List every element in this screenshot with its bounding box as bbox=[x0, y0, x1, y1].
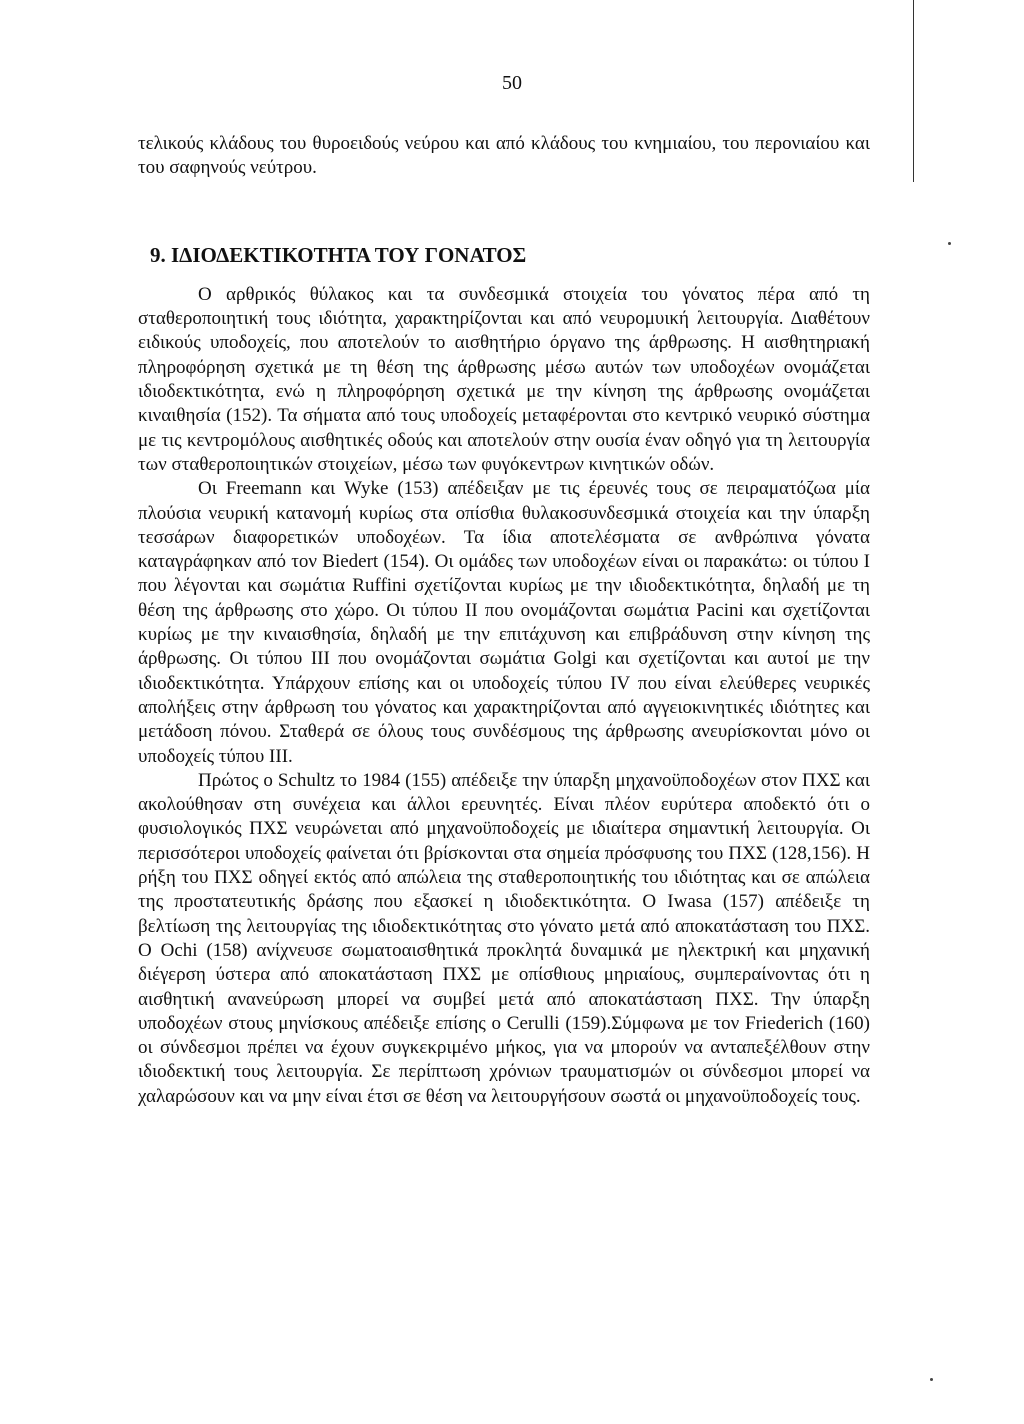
paragraph: Πρώτος ο Schultz το 1984 (155) απέδειξε την ύπαρξη μηχανοϋποδοχέων στον ΠΧΣ και ακολούθησαν στη συνέχεια και άλλοι ερευνητές. Είναι πλέον ευρύτερα αποδεκτό ότι ο φυσιολογικός ΠΧΣ νευρώνεται από μηχανοϋποδοχείς με ιδιαίτερα σημαντική λειτουργία. Οι περισσότεροι υποδοχείς φαίνεται ότι βρίσκονται στα σημεία πρόσφυσης του ΠΧΣ (128,156). Η ρήξη του ΠΧΣ οδηγεί εκτός από απώλεια της σταθεροποιητικής του ιδιότητας και σε απώλεια της προστατευτικής δράσης που εξασκεί η ιδιοδεκτικότητα. Ο Iwasa (157) απέδειξε τη βελτίωση της λειτουργίας της ιδιοδεκτικότητας στο γόνατο μετά από αποκατάσταση του ΠΧΣ. Ο Ochi (158) ανίχνευσε σωματοαισθητικά προκλητά δυναμικά με ηλεκτρική και μηχανική διέγερση ύστερα από αποκατάσταση ΠΧΣ με οπίσθιους μηριαίους, συμπεραίνοντας ότι η αισθητική ανανεύρωση μπορεί να συμβεί μετά από αποκατάσταση ΠΧΣ. Την ύπαρξη υποδοχέων στους μηνίσκους απέδειξε επίσης ο Cerulli (159).Σύμφωνα με τον Friederich (160) οι σύνδεσμοι πρέπει να έχουν συγκεκριμένο μήκος, για να μπορούν να ανταπεξέλθουν στην ιδιοδεκτική τους λειτουργία. Σε περίπτωση χρόνιων τραυματισμών οι σύνδεσμοι μπορεί να χαλαρώσουν και να μην είναι έτσι σε θέση να λειτουργήσουν σωστά οι μηχανοϋποδοχείς τους. bbox=[138, 769, 870, 1107]
paragraph: Ο αρθρικός θύλακος και τα συνδεσμικά στοιχεία του γόνατος πέρα από τη σταθεροποιητική τους ιδιότητα, χαρακτηρίζονται και από νευρομυική λειτουργία. Διαθέτουν ειδικούς υποδοχείς, που αποτελούν το αισθητήριο όργανο της άρθρωσης. Η αισθητηριακή πληροφόρηση σχετικά με τη θέση της άρθρωσης μέσω αυτών των υποδοχέων ονομάζεται ιδιοδεκτικότητα, ενώ η πληροφόρηση σχετικά με την κίνηση της άρθρωσης ονομάζεται κιναιθησία (152). Τα σήματα από τους υποδοχείς μεταφέρονται στο κεντρικό νευρικό σύστημα με τις κεντρομόλους αισθητικές οδούς και αποτελούν στην ουσία έναν οδηγό για τη λειτουργία των σταθεροποιητικών στοιχείων, μέσω των φυγόκεντρων κινητικών οδών. bbox=[138, 283, 870, 475]
paragraph: Οι Freemann και Wyke (153) απέδειξαν με τις έρευνές τους σε πειραματόζωα μία πλούσια νευρική κατανομή κυρίως στα οπίσθια θυλακοσυνδεσμικά στοιχεία και την ύπαρξη τεσσάρων διαφορετικών υποδοχέων. Τα ίδια αποτελέσματα σε ανθρώπινα γόνατα καταγράφηκαν από τον Biedert (154). Οι ομάδες των υποδοχέων είναι οι παρακάτω: οι τύπου Ι που λέγονται και σωμάτια Ruffini σχετίζονται κυρίως με την ιδιοδεκτικότητα, δηλαδή με τη θέση της άρθρωσης στο χώρο. Οι τύπου ΙΙ που ονομάζονται σωμάτια Pacini και σχετίζονται κυρίως με την κιναισθησία, δηλαδή με την επιτάχυνση και επιβράδυνση στην κίνηση της άρθρωσης. Οι τύπου ΙΙΙ που ονομάζονται σωμάτια Golgi και σχετίζονται και αυτοί με την ιδιοδεκτικότητα. Υπάρχουν επίσης και οι υποδοχείς τύπου IV που είναι ελεύθερες νευρικές απολήξεις στην άρθρωση του γόνατος και χαρακτηρίζονται από αγγειοκινητικές ιδιότητες και μετάδοση πόνου. Σταθερά σε όλους τους συνδέσμους της άρθρωσης ανευρίσκονται μόνο οι υποδοχείς τύπου ΙΙΙ. bbox=[138, 478, 870, 767]
body-text bbox=[138, 132, 870, 1109]
section-heading: 9. ΙΔΙΟΔΕΚΤΙΚΟΤΗΤΑ ΤΟΥ ΓΟΝΑΤΟΣ bbox=[150, 242, 527, 267]
scan-speck bbox=[930, 1378, 933, 1381]
intro-paragraph: τελικούς κλάδους του θυροειδούς νεύρου και από κλάδους του κνημιαίου, του περονιαίου και του σαφηνούς νεύτρου. bbox=[138, 133, 870, 179]
scan-speck bbox=[948, 242, 951, 245]
page-number: 50 bbox=[502, 72, 522, 94]
